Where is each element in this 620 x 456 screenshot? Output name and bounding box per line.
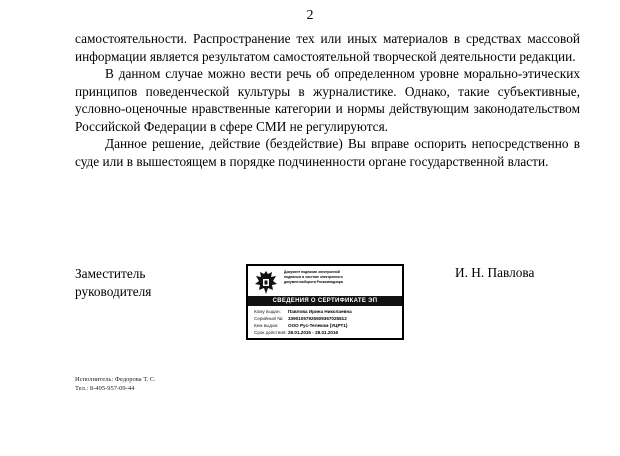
paragraph-3: Данное решение, действие (бездействие) Вы вправе оспорить непосредственно в суде или в вышестоящем в порядке подчиненности органе государственной власти. [75,136,580,169]
certificate-row: Кем выдан: ООО Рус-Телеком (УЦРТ1) [254,323,348,328]
certificate-header: СВЕДЕНИЯ О СЕРТИФИКАТЕ ЭП [248,296,402,306]
signer-title-line2: руководителя [75,284,152,299]
signer-name: И. Н. Павлова [455,265,535,280]
certificate-row: Срок действия:28.01.2015 - 28.01.2016 [254,330,339,335]
letter-body [75,30,580,170]
paragraph-2: В данном случае можно вести речь об определенном уровне морально-этических принципов поведенческой культуры в журналистике. Однако, такие субъективные, условно-оценочные нравственные категории и нормы действующим законодательством Российской Федерации в сфере СМИ не регулируются. [75,66,580,134]
executor-phone: Тел.: 8-495-957-09-44 [75,385,135,392]
executor-info [75,375,156,393]
certificate-intro: Документ подписан электронной подписью в системе электронного документооборота Роскомнадзора [284,270,343,284]
certificate-row: Серийный №: 33901057925509367025812 [254,316,347,321]
e-signature-stamp [246,264,404,340]
paragraph-1: самостоятельности. Распространение тех или иных материалов в средствах массовой информации является результатом самостоятельной творческой деятельности редакции. [75,31,580,64]
signer-title [75,265,151,301]
page-number: 2 [306,8,314,23]
executor-name: Исполнитель: Федорова Т. С. [75,376,156,383]
certificate-row: Кому выдан: Павлова Ирина Николаевна [254,309,352,314]
signer-title-line1: Заместитель [75,266,146,281]
coat-of-arms-icon [253,269,279,297]
